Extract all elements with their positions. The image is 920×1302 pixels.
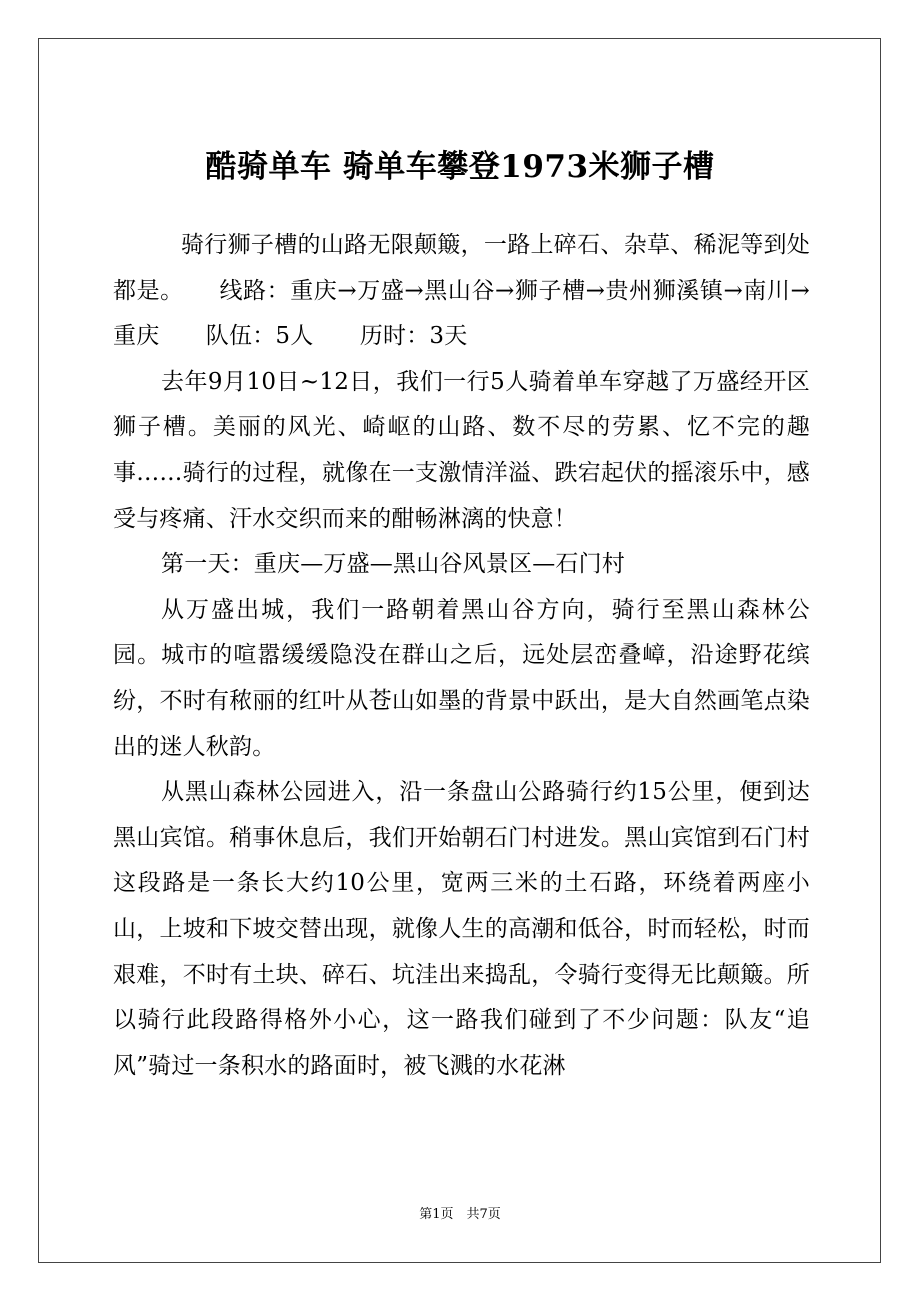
paragraph-leaving-wansheng: 从万盛出城，我们一路朝着黑山谷方向，骑行至黑山森林公园。城市的喧嚣缓缓隐没在群山之后，远处层峦叠嶂，沿途野花缤纷，不时有秾丽的红叶从苍山如墨的背景中跃出，是大自然画笔点染出的迷人秋韵。 (113, 596, 810, 760)
paragraph-to-shimen-village: 从黑山森林公园进入，沿一条盘山公路骑行约15公里，便到达黑山宾馆。稍事休息后，我们开始朝石门村进发。黑山宾馆到石门村这段路是一条长大约10公里，宽两三米的土石路，环绕着两座小山，上坡和下坡交替出现，就像人生的高潮和低谷，时而轻松，时而艰难，不时有土块、碎石、坑洼出来捣乱，令骑行变得无比颠簸。所以骑行此段路得格外小心，这一路我们碰到了不少问题：队友“追风”骑过一条积水的路面时，被飞溅的水花淋 (113, 779, 810, 1079)
document-body (113, 223, 810, 1089)
page-number: 第1页 共7页 (419, 1207, 501, 1222)
paragraph-intro: 骑行狮子槽的山路无限颠簸，一路上碎石、杂草、稀泥等到处都是。 线路：重庆→万盛→黑山谷→狮子槽→贵州狮溪镇→南川→重庆 队伍：5人 历时：3天 (113, 232, 810, 350)
paragraph-overview: 去年9月10日~12日，我们一行5人骑着单车穿越了万盛经开区狮子槽。美丽的风光、崎岖的山路、数不尽的劳累、忆不完的趣事……骑行的过程，就像在一支激情洋溢、跌宕起伏的摇滚乐中，感受与疼痛、汗水交织而来的酣畅淋漓的快意！ (113, 368, 810, 532)
paragraph-day-one-heading: 第一天：重庆—万盛—黑山谷风景区—石门村 (161, 551, 625, 578)
document-title: 酷骑单车 骑单车攀登1973米狮子槽 (205, 149, 715, 185)
